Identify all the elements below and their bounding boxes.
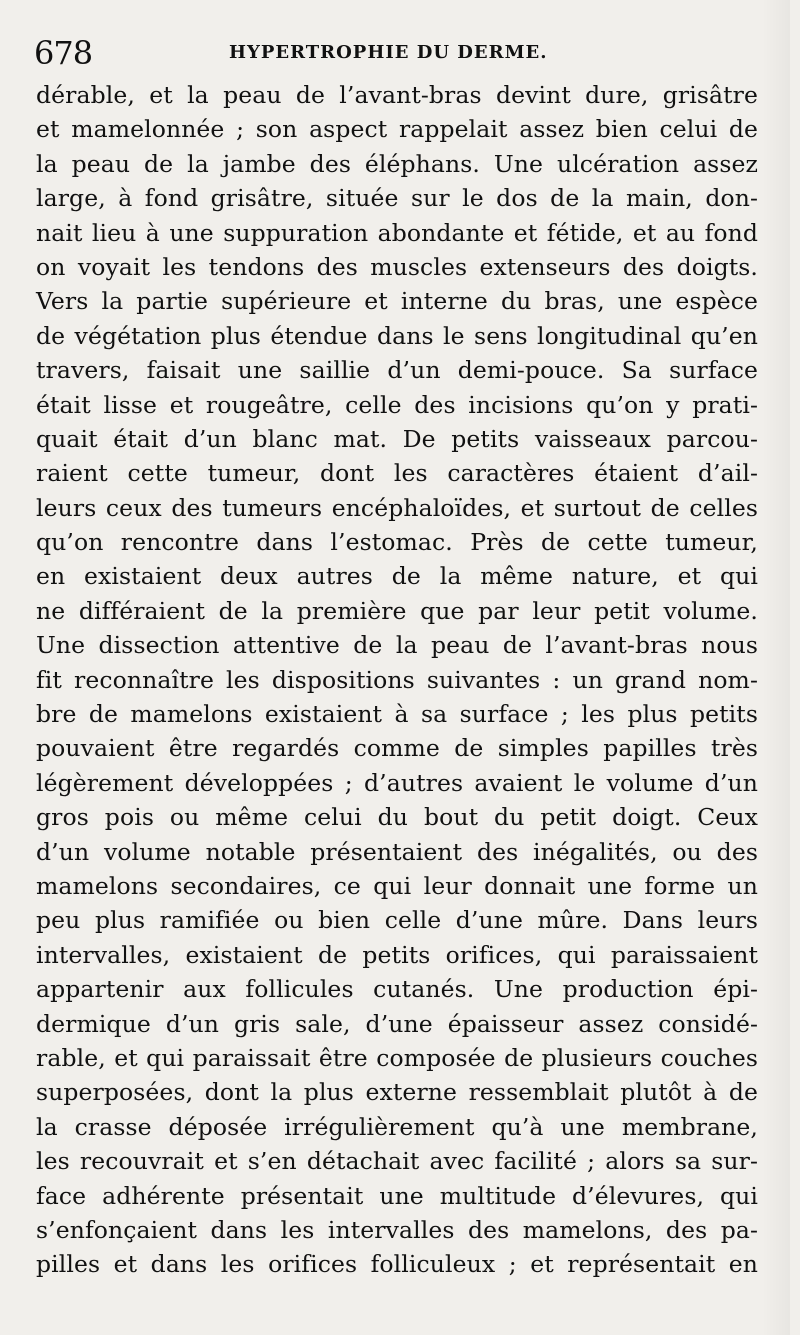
text-line: dermique d’un gris sale, d’une épaisseur assez considé- [36, 1009, 758, 1038]
text-line: de végétation plus étendue dans le sens longitudinal qu’en [36, 321, 758, 350]
text-line: pouvaient être regardés comme de simples papilles très [36, 734, 758, 763]
text-line: était lisse et rougeâtre, celle des incisions qu’on y prati- [36, 390, 758, 419]
page-header [34, 30, 772, 76]
text-line: peu plus ramifiée ou bien celle d’une mûre. Dans leurs [36, 906, 758, 935]
text-line: dérable, et la peau de l’avant-bras devint dure, grisâtre [36, 81, 758, 109]
text-line: les recouvrait et s’en détachait avec facilité ; alors sa sur- [36, 1147, 758, 1176]
text-line: leurs ceux des tumeurs encéphaloïdes, et surtout de celles [36, 493, 758, 522]
text-line: intervalles, existaient de petits orifices, qui paraissaient [36, 940, 758, 969]
text-line: s’enfonçaient dans les intervalles des mamelons, des pa- [36, 1215, 758, 1244]
page-number: 678 [34, 34, 93, 72]
text-line: fit reconnaître les dispositions suivantes : un grand nom- [36, 665, 758, 694]
text-line: superposées, dont la plus externe ressemblait plutôt à de [36, 1078, 758, 1107]
text-line: mamelons secondaires, ce qui leur donnait une forme un [36, 871, 758, 900]
text-line: gros pois ou même celui du bout du petit doigt. Ceux [36, 803, 758, 832]
text-line: face adhérente présentait une multitude d’élevures, qui [36, 1181, 758, 1210]
text-line: Une dissection attentive de la peau de l’avant-bras nous [36, 631, 758, 660]
text-line: raient cette tumeur, dont les caractères étaient d’ail- [36, 459, 758, 488]
text-line: d’un volume notable présentaient des inégalités, ou des [36, 837, 758, 866]
text-line: travers, faisait une saillie d’un demi-pouce. Sa surface [36, 356, 758, 385]
text-line: la peau de la jambe des éléphans. Une ulcération assez [36, 149, 758, 178]
text-line: la crasse déposée irrégulièrement qu’à une membrane, [36, 1112, 758, 1141]
text-line: en existaient deux autres de la même nature, et qui [36, 562, 758, 591]
text-line: pilles et dans les orifices folliculeux ; et représentait en [36, 1250, 758, 1279]
text-line: on voyait les tendons des muscles extenseurs des doigts. [36, 252, 758, 281]
running-head: HYPERTROPHIE DU DERME. [229, 42, 548, 63]
text-line: nait lieu à une suppuration abondante et fétide, et au fond [36, 218, 758, 247]
text-line: qu’on rencontre dans l’estomac. Près de cette tumeur, [36, 528, 758, 557]
text-line: Vers la partie supérieure et interne du bras, une espèce [36, 287, 758, 316]
body-text [36, 78, 758, 1282]
text-line: rable, et qui paraissait être composée de plusieurs couches [36, 1043, 758, 1072]
text-line: large, à fond grisâtre, située sur le dos de la main, don- [36, 184, 758, 213]
page-edge-shadow [762, 0, 790, 1335]
text-line: quait était d’un blanc mat. De petits vaisseaux parcou- [36, 424, 758, 453]
text-line: appartenir aux follicules cutanés. Une production épi- [36, 975, 758, 1004]
text-line: ne différaient de la première que par leur petit volume. [36, 596, 758, 625]
text-line: légèrement développées ; d’autres avaient le volume d’un [36, 768, 758, 797]
text-line: bre de mamelons existaient à sa surface ; les plus petits [36, 700, 758, 729]
text-line: et mamelonnée ; son aspect rappelait assez bien celui de [36, 115, 758, 144]
